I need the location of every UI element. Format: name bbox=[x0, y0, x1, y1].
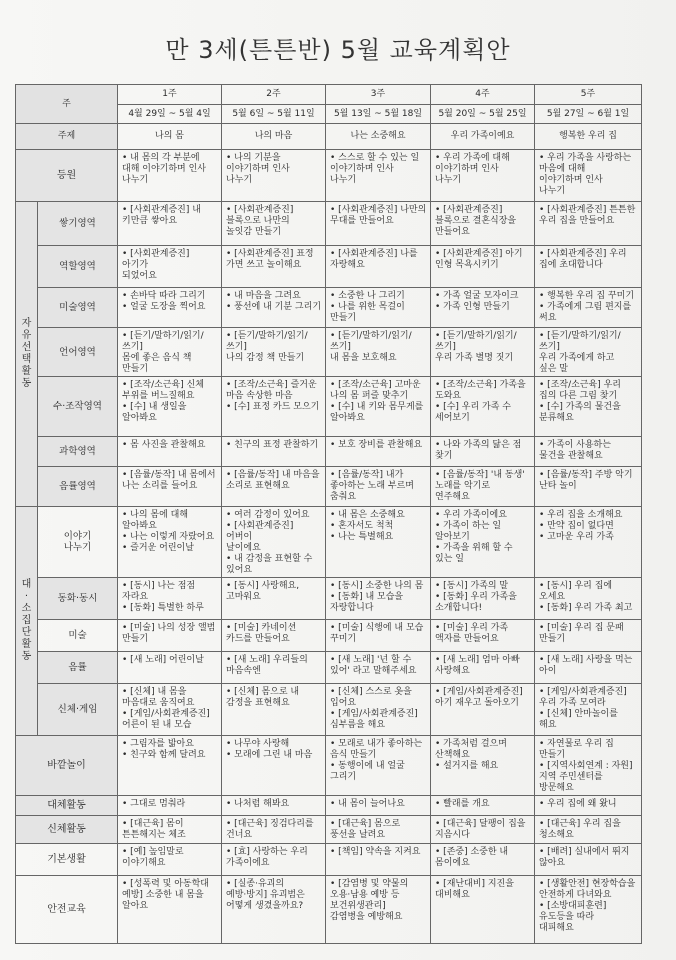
group-activity-row bbox=[16, 578, 642, 620]
group-activity-cell: • [미술] 우리 가족 액자를 만들어요 bbox=[431, 620, 535, 652]
group-activity-cell: • [새 노래] 엄마 아빠 사랑해요 bbox=[431, 652, 535, 684]
safety-cell: • [실종·유괴의 예방·방지] 유괴범은 어떻게 생겼을까요? bbox=[222, 876, 326, 944]
outdoor-label: 바깥놀이 bbox=[16, 736, 118, 796]
free-play-cell: • [조작/소근육] 신체 부위를 버느질해요 • [수] 내 생일을 알아봐요 bbox=[118, 377, 222, 437]
group-activity-group-label: 대·소집단활동 bbox=[16, 507, 38, 736]
week-2-theme: 나의 마음 bbox=[222, 124, 326, 150]
week-3-theme: 나는 소중해요 bbox=[326, 124, 431, 150]
physical-cell: • [대근육] 몸으로 풍선을 날려요 bbox=[326, 816, 431, 844]
large-motor-cell: • 나처럼 해봐요 bbox=[222, 796, 326, 816]
free-play-cell: • [사회관계증진] 표정 가면 쓰고 놀이해요 bbox=[222, 246, 326, 288]
free-play-cell: • [음률/동작] '내 동생' 노래를 악기로 연주해요 bbox=[431, 467, 535, 507]
free-play-cell: • [조작/소근육] 우리 집의 다른 그림 찾기 • [수] 가족의 물건을 분류해요 bbox=[535, 377, 642, 437]
group-activity-cell: • 우리 집을 소개해요 • 만약 집이 없다면 • 고마운 우리 가족 bbox=[535, 507, 642, 578]
group-activity-cell: • [신체] 스스로 옷을 입어요 • [게임/사회관계증진] 심부름을 해요 bbox=[326, 684, 431, 736]
week-1-label: 1주 bbox=[118, 85, 222, 105]
free-play-group-label: 자유선택활동 bbox=[16, 202, 38, 507]
group-activity-cell: • [미술] 나의 성장 앨범 만들기 bbox=[118, 620, 222, 652]
free-play-cell: • 보호 장비를 관찰해요 bbox=[326, 437, 431, 467]
free-play-cell: • 나와 가족의 닮은 점 찾기 bbox=[431, 437, 535, 467]
group-activity-cell: • [신체] 내 몸을 마음대로 움직여요 • [게임/사회관계증진] 어른이 된 내 모습 bbox=[118, 684, 222, 736]
week-4-dates: 5월 20일 ~ 5월 25일 bbox=[431, 105, 535, 124]
free-play-cell: • 몸 사진을 관찰해요 bbox=[118, 437, 222, 467]
free-play-area-label: 언어영역 bbox=[38, 328, 118, 377]
free-play-area-label: 음률영역 bbox=[38, 467, 118, 507]
week-3-dates: 5월 13일 ~ 5월 18일 bbox=[326, 105, 431, 124]
week-number-row bbox=[16, 85, 642, 105]
free-play-cell: • 소중한 나 그리기 • 나를 위한 목걸이 만들기 bbox=[326, 288, 431, 328]
free-play-cell: • [듣기/말하기/읽기/쓰기] 나의 감정 책 만들기 bbox=[222, 328, 326, 377]
free-play-cell: • [조작/소근육] 고마운 나의 몸 퍼즐 맞추기 • [수] 내 키와 몸무게를 알아봐요 bbox=[326, 377, 431, 437]
basic-life-cell: • [존중] 소중한 내 몸이에요 bbox=[431, 844, 535, 876]
arrival-cell: • 나의 기분을 이야기하며 인사 나누기 bbox=[222, 150, 326, 202]
free-play-area-label: 미술영역 bbox=[38, 288, 118, 328]
free-play-row bbox=[16, 202, 642, 246]
group-activity-cell: • [동시] 우리 집에 오세요 • [동화] 우리 가족 최고 bbox=[535, 578, 642, 620]
free-play-row bbox=[16, 288, 642, 328]
free-play-cell: • [듣기/말하기/읽기/쓰기] 우리 가족에게 하고 싶은 말 bbox=[535, 328, 642, 377]
free-play-area-label: 과학영역 bbox=[38, 437, 118, 467]
physical-cell: • [대근육] 징검다리를 건너요 bbox=[222, 816, 326, 844]
large-motor-row bbox=[16, 796, 642, 816]
safety-row bbox=[16, 876, 642, 944]
physical-cell: • [대근육] 몸이 튼튼해지는 체조 bbox=[118, 816, 222, 844]
week-label: 주 bbox=[16, 85, 118, 124]
theme-label: 주제 bbox=[16, 124, 118, 150]
group-activity-cell: • [새 노래] 어린이날 bbox=[118, 652, 222, 684]
basic-life-cell: • [책임] 약속을 지켜요 bbox=[326, 844, 431, 876]
group-activity-cell: • [게임/사회관계증진] 우리 가족 모여라 • [신체] 안마놀이를 해요 bbox=[535, 684, 642, 736]
free-play-cell: • 내 마음을 그려요 • 풍선에 내 기분 그리기 bbox=[222, 288, 326, 328]
free-play-cell: • 손바닥 따라 그리기 • 얼굴 도장을 찍어요 bbox=[118, 288, 222, 328]
outdoor-cell: • 가족처럼 걸으며 산책해요 • 설거지를 해요 bbox=[431, 736, 535, 796]
physical-label: 신체활동 bbox=[16, 816, 118, 844]
arrival-cell: • 내 몸의 각 부분에 대해 이야기하며 인사 나누기 bbox=[118, 150, 222, 202]
group-activity-cell: • 나의 몸에 대해 알아봐요 • 나는 이렇게 자랐어요 • 즐거운 어린이날 bbox=[118, 507, 222, 578]
week-1-dates: 4월 29일 ~ 5월 4일 bbox=[118, 105, 222, 124]
large-motor-label: 대체활동 bbox=[16, 796, 118, 816]
week-4-theme: 우리 가족이예요 bbox=[431, 124, 535, 150]
group-activity-cell: • [동시] 나는 점점 자라요 • [동화] 특별한 하루 bbox=[118, 578, 222, 620]
free-play-cell: • [사회관계증진] 블록으로 결혼식장을 만들어요 bbox=[431, 202, 535, 246]
week-5-dates: 5월 27일 ~ 6월 1일 bbox=[535, 105, 642, 124]
large-motor-cell: • 우리 집에 왜 왔니 bbox=[535, 796, 642, 816]
week-1-theme: 나의 몸 bbox=[118, 124, 222, 150]
outdoor-cell: • 나무야 사랑해 • 모래에 그린 내 마음 bbox=[222, 736, 326, 796]
free-play-cell: • 친구의 표정 관찰하기 bbox=[222, 437, 326, 467]
group-activity-cell: • 우리 가족이에요 • 가족이 하는 일 알아보기 • 가족을 위해 할 수 있는 일 bbox=[431, 507, 535, 578]
free-play-row bbox=[16, 328, 642, 377]
free-play-cell: • [사회관계증진] 나를 자랑해요 bbox=[326, 246, 431, 288]
group-activity-label: 동화·동시 bbox=[38, 578, 118, 620]
free-play-area-label: 수·조작영역 bbox=[38, 377, 118, 437]
safety-cell: • [재난대비] 지진을 대비해요 bbox=[431, 876, 535, 944]
arrival-label: 등원 bbox=[16, 150, 118, 202]
group-activity-cell: • [동시] 소중한 나의 몸 • [동화] 내 모습을 자랑합니다 bbox=[326, 578, 431, 620]
free-play-cell: • [음률/동작] 내가 좋아하는 노래 부르며 춤춰요 bbox=[326, 467, 431, 507]
week-2-dates: 5월 6일 ~ 5월 11일 bbox=[222, 105, 326, 124]
free-play-cell: • 가족이 사용하는 물건을 관찰해요 bbox=[535, 437, 642, 467]
free-play-row bbox=[16, 437, 642, 467]
free-play-cell: • [조작/소근육] 즐거운 마음 속상한 마음 • [수] 표정 카드 모으기 bbox=[222, 377, 326, 437]
group-activity-cell: • [신체] 몸으로 내 감정을 표현해요 bbox=[222, 684, 326, 736]
group-activity-row bbox=[16, 684, 642, 736]
basic-life-cell: • [배려] 실내에서 뛰지 않아요 bbox=[535, 844, 642, 876]
free-play-row bbox=[16, 246, 642, 288]
group-activity-cell: • 내 몸은 소중해요 • 혼자서도 척척 • 나는 특별해요 bbox=[326, 507, 431, 578]
group-activity-cell: • 여러 감정이 있어요 • [사회관계증진] 어버이 날이에요 • 내 감정을 표현할 수 있어요 bbox=[222, 507, 326, 578]
outdoor-cell: • 그림자를 밟아요 • 친구와 함께 달려요 bbox=[118, 736, 222, 796]
group-activity-label: 음률 bbox=[38, 652, 118, 684]
group-activity-cell: • [새 노래] '넌 할 수 있어' 라고 말해주세요 bbox=[326, 652, 431, 684]
free-play-cell: • [사회관계증진] 아기가 되었어요 bbox=[118, 246, 222, 288]
week-5-theme: 행복한 우리 집 bbox=[535, 124, 642, 150]
physical-cell: • [대근육] 우리 집을 청소해요 bbox=[535, 816, 642, 844]
group-activity-cell: • [게임/사회관계증진] 아기 재우고 돌아오기 bbox=[431, 684, 535, 736]
week-2-label: 2주 bbox=[222, 85, 326, 105]
basic-life-row bbox=[16, 844, 642, 876]
group-activity-row bbox=[16, 507, 642, 578]
free-play-cell: • [사회관계증진] 튼튼한 우리 집을 만들어요 bbox=[535, 202, 642, 246]
free-play-cell: • [사회관계증진] 블록으로 나만의 놀잇감 만들기 bbox=[222, 202, 326, 246]
large-motor-cell: • 그대로 멈춰라 bbox=[118, 796, 222, 816]
theme-row bbox=[16, 124, 642, 150]
free-play-cell: • [조작/소근육] 가족을 도와요 • [수] 우리 가족 수 세어보기 bbox=[431, 377, 535, 437]
free-play-row bbox=[16, 467, 642, 507]
free-play-cell: • [듣기/말하기/읽기/쓰기] 몸에 좋은 음식 책 만들기 bbox=[118, 328, 222, 377]
week-4-label: 4주 bbox=[431, 85, 535, 105]
free-play-row bbox=[16, 377, 642, 437]
group-activity-cell: • [미술] 우리 집 문패 만들기 bbox=[535, 620, 642, 652]
safety-cell: • [성폭력 및 아동학대 예방] 소중한 내 몸을 알아요 bbox=[118, 876, 222, 944]
free-play-cell: • 행복한 우리 집 꾸미기 • 가족에게 그림 편지를 써요 bbox=[535, 288, 642, 328]
basic-life-cell: • [효] 사랑하는 우리 가족이에요 bbox=[222, 844, 326, 876]
basic-life-cell: • [예] 높임말로 이야기해요 bbox=[118, 844, 222, 876]
free-play-area-label: 역할영역 bbox=[38, 246, 118, 288]
physical-cell: • [대근육] 달팽이 집을 지음시다 bbox=[431, 816, 535, 844]
group-activity-row bbox=[16, 620, 642, 652]
free-play-cell: • [사회관계증진] 내 키만큼 쌓아요 bbox=[118, 202, 222, 246]
group-activity-cell: • [새 노래] 사랑을 먹는 아이 bbox=[535, 652, 642, 684]
outdoor-cell: • 자연물로 우리 집 만들기 • [지역사회연계 : 자원] 지역 주민센터를 방문해요 bbox=[535, 736, 642, 796]
group-activity-cell: • [미술] 식행에 내 모습 꾸미기 bbox=[326, 620, 431, 652]
group-activity-cell: • [동시] 가족의 말 • [동화] 우리 가족을 소개합니다! bbox=[431, 578, 535, 620]
group-activity-label: 신체·게임 bbox=[38, 684, 118, 736]
free-play-cell: • [음률/동작] 내 마음을 소리로 표현해요 bbox=[222, 467, 326, 507]
free-play-cell: • [사회관계증진] 아기 인형 목욕시키기 bbox=[431, 246, 535, 288]
group-activity-cell: • [새 노래] 우리들의 마음속엔 bbox=[222, 652, 326, 684]
free-play-cell: • [듣기/말하기/읽기/쓰기] 우리 가족 별명 짓기 bbox=[431, 328, 535, 377]
free-play-cell: • [듣기/말하기/읽기/쓰기] 내 몸을 보호해요 bbox=[326, 328, 431, 377]
free-play-cell: • 가족 얼굴 모자이크 • 가족 인형 만들기 bbox=[431, 288, 535, 328]
large-motor-cell: • 내 몸이 늘어나요 bbox=[326, 796, 431, 816]
arrival-cell: • 우리 가족에 대해 이야기하며 인사 나누기 bbox=[431, 150, 535, 202]
free-play-cell: • [음률/동작] 내 몸에서 나는 소리를 들어요 bbox=[118, 467, 222, 507]
arrival-cell: • 우리 가족을 사랑하는 마음에 대해 이야기하며 인사 나누기 bbox=[535, 150, 642, 202]
free-play-cell: • [사회관계증진] 우리 집에 초대합니다 bbox=[535, 246, 642, 288]
group-activity-cell: • [미술] 카네이션 카드를 만들어요 bbox=[222, 620, 326, 652]
safety-label: 안전교육 bbox=[16, 876, 118, 944]
large-motor-cell: • 빨래를 개요 bbox=[431, 796, 535, 816]
free-play-area-label: 쌓기영역 bbox=[38, 202, 118, 246]
safety-cell: • [생활안전] 현장학습을 안전하게 다녀와요 • [소방대피훈련] 유도등을 따라 대피해요 bbox=[535, 876, 642, 944]
group-activity-label: 미술 bbox=[38, 620, 118, 652]
arrival-row bbox=[16, 150, 642, 202]
free-play-cell: • [음률/동작] 주방 악기 난타 놀이 bbox=[535, 467, 642, 507]
group-activity-cell: • [동시] 사랑해요, 고마워요 bbox=[222, 578, 326, 620]
group-activity-row bbox=[16, 652, 642, 684]
physical-row bbox=[16, 816, 642, 844]
outdoor-row bbox=[16, 736, 642, 796]
safety-cell: • [감염병 및 약물의 오용·남용 예방 등 보건위생관리] 감염병을 예방해요 bbox=[326, 876, 431, 944]
group-activity-label: 이야기 나누기 bbox=[38, 507, 118, 578]
page-title: 만 3세(튼튼반) 5월 교육계획안 bbox=[165, 36, 511, 64]
week-3-label: 3주 bbox=[326, 85, 431, 105]
plan-table bbox=[15, 84, 642, 944]
arrival-cell: • 스스로 할 수 있는 일 이야기하며 인사 나누기 bbox=[326, 150, 431, 202]
free-play-cell: • [사회관계증진] 나만의 무대를 만들어요 bbox=[326, 202, 431, 246]
basic-life-label: 기본생활 bbox=[16, 844, 118, 876]
outdoor-cell: • 모래로 내가 좋아하는 음식 만들기 • 동행이에 내 얼굴 그리기 bbox=[326, 736, 431, 796]
week-5-label: 5주 bbox=[535, 85, 642, 105]
